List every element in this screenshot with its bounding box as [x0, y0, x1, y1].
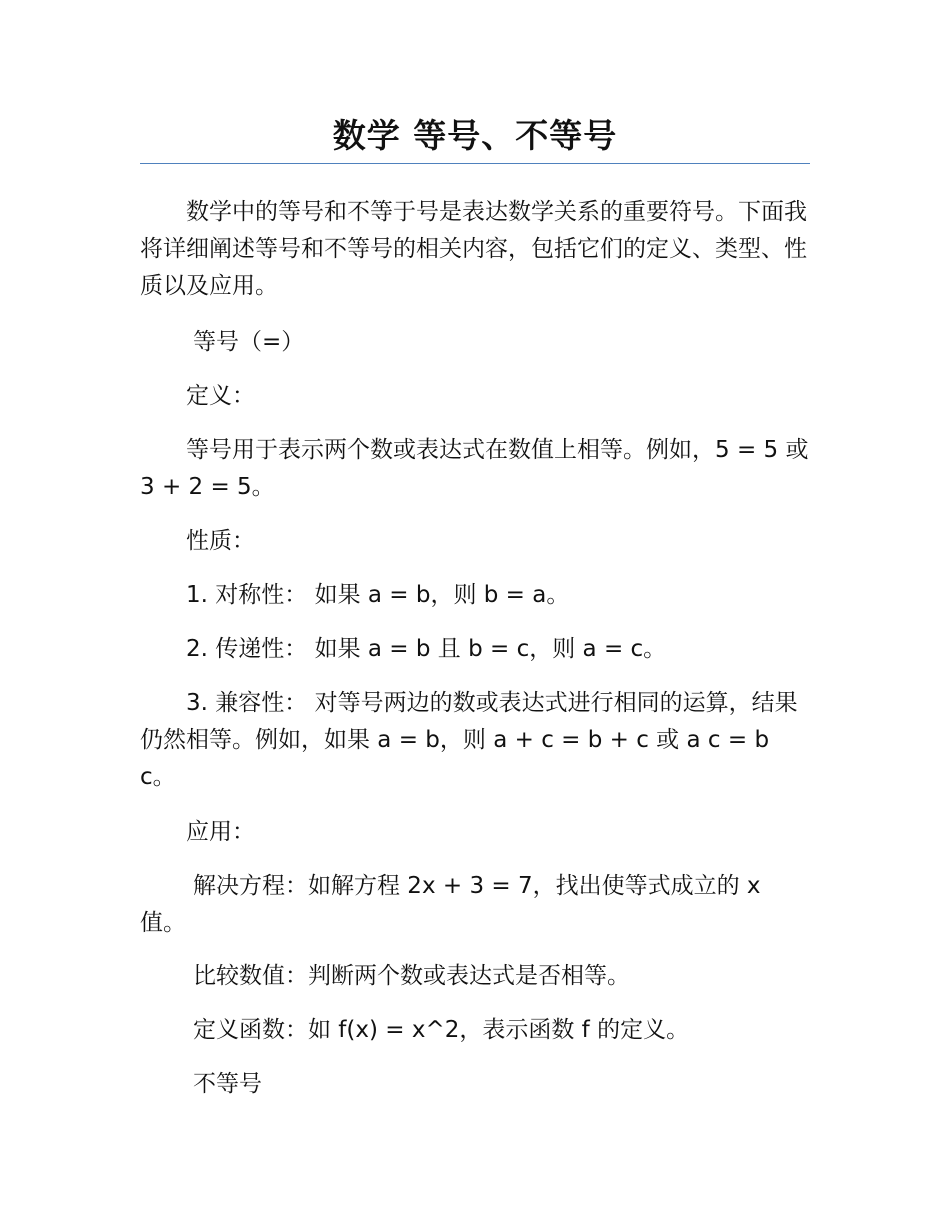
- property-compatibility: 3. 兼容性： 对等号两边的数或表达式进行相同的运算，结果仍然相等。例如，如果 a = b，则 a + c = b + c 或 a c = b c。: [140, 690, 798, 790]
- application-solve-equation: 解决方程：如解方程 2x + 3 = 7，找出使等式成立的 x 值。: [140, 873, 761, 936]
- application-define-function: 定义函数：如 f(x) = x^2，表示函数 f 的定义。: [193, 1017, 690, 1043]
- intro-paragraph: 数学中的等号和不等于号是表达数学关系的重要符号。下面我将详细阐述等号和不等号的相关内容，包括它们的定义、类型、性质以及应用。: [140, 199, 807, 299]
- applications-label: 应用：: [186, 819, 255, 845]
- inequality-heading: 不等号: [193, 1071, 262, 1097]
- definition-text: 等号用于表示两个数或表达式在数值上相等。例如，5 = 5 或 3 + 2 = 5。: [140, 437, 809, 500]
- application-compare-values: 比较数值：判断两个数或表达式是否相等。: [193, 963, 630, 989]
- properties-label: 性质：: [186, 528, 255, 554]
- definition-label: 定义：: [186, 383, 255, 409]
- property-symmetry: 1. 对称性： 如果 a = b，则 b = a。: [186, 582, 570, 608]
- document-title: 数学 等号、不等号: [332, 116, 618, 155]
- property-transitivity: 2. 传递性： 如果 a = b 且 b = c，则 a = c。: [186, 636, 667, 662]
- equal-sign-heading: 等号（=）: [193, 329, 305, 355]
- title-underline: [140, 163, 810, 164]
